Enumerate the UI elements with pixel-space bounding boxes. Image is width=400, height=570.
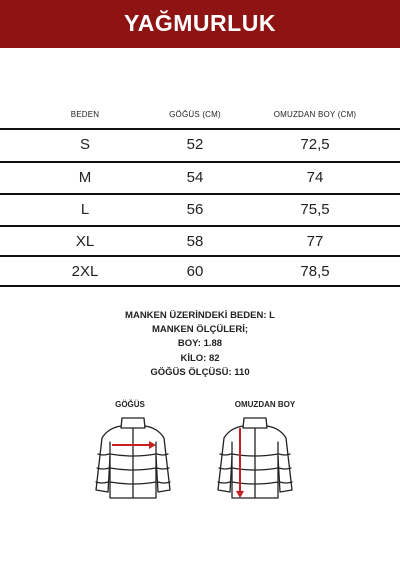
- size-cell: 2XL: [71, 263, 99, 280]
- length-figure-label: OMUZDAN BOY: [234, 400, 296, 409]
- chest-cell: 54: [186, 169, 204, 186]
- table-row: [0, 163, 400, 194]
- length-cell: 72,5: [300, 136, 330, 153]
- table-divider: [0, 285, 400, 287]
- column-header-length: OMUZDAN BOY (CM): [273, 110, 357, 119]
- chest-cell: 58: [186, 233, 204, 250]
- length-cell: 75,5: [300, 201, 330, 218]
- length-measure-arrow: [236, 428, 244, 498]
- chest-cell: 56: [186, 201, 204, 218]
- model-weight-line: KİLO: 82: [180, 352, 220, 364]
- column-header-size: BEDEN: [70, 110, 100, 119]
- chest-cell: 60: [186, 263, 204, 280]
- size-cell: L: [80, 201, 90, 218]
- model-size-line: MANKEN ÜZERİNDEKİ BEDEN: L: [125, 310, 275, 321]
- chest-figure-label: GÖĞÜS: [115, 400, 145, 409]
- puffer-jacket-icon: [210, 412, 300, 502]
- model-info: [0, 309, 400, 380]
- table-row: [0, 227, 400, 258]
- chest-measure-arrow: [112, 441, 156, 449]
- chest-cell: 52: [186, 136, 204, 153]
- size-cell: M: [78, 169, 92, 186]
- size-cell: XL: [75, 233, 95, 250]
- length-cell: 78,5: [300, 263, 330, 280]
- size-cell: S: [79, 136, 90, 153]
- table-header: [0, 100, 400, 128]
- puffer-jacket-icon: [88, 412, 178, 502]
- length-cell: 77: [306, 233, 324, 250]
- length-cell: 74: [306, 169, 324, 186]
- table-row: [0, 130, 400, 161]
- page-title: YAĞMURLUK: [0, 0, 400, 48]
- table-row: [0, 195, 400, 226]
- model-measurements-heading: MANKEN ÖLÇÜLERİ;: [151, 324, 249, 336]
- table-row: [0, 257, 400, 288]
- model-chest-line: GÖĞÜS ÖLÇÜSÜ: 110: [150, 366, 250, 378]
- column-header-chest: GÖĞÜS (CM): [169, 110, 221, 119]
- model-height-line: BOY: 1.88: [177, 338, 223, 350]
